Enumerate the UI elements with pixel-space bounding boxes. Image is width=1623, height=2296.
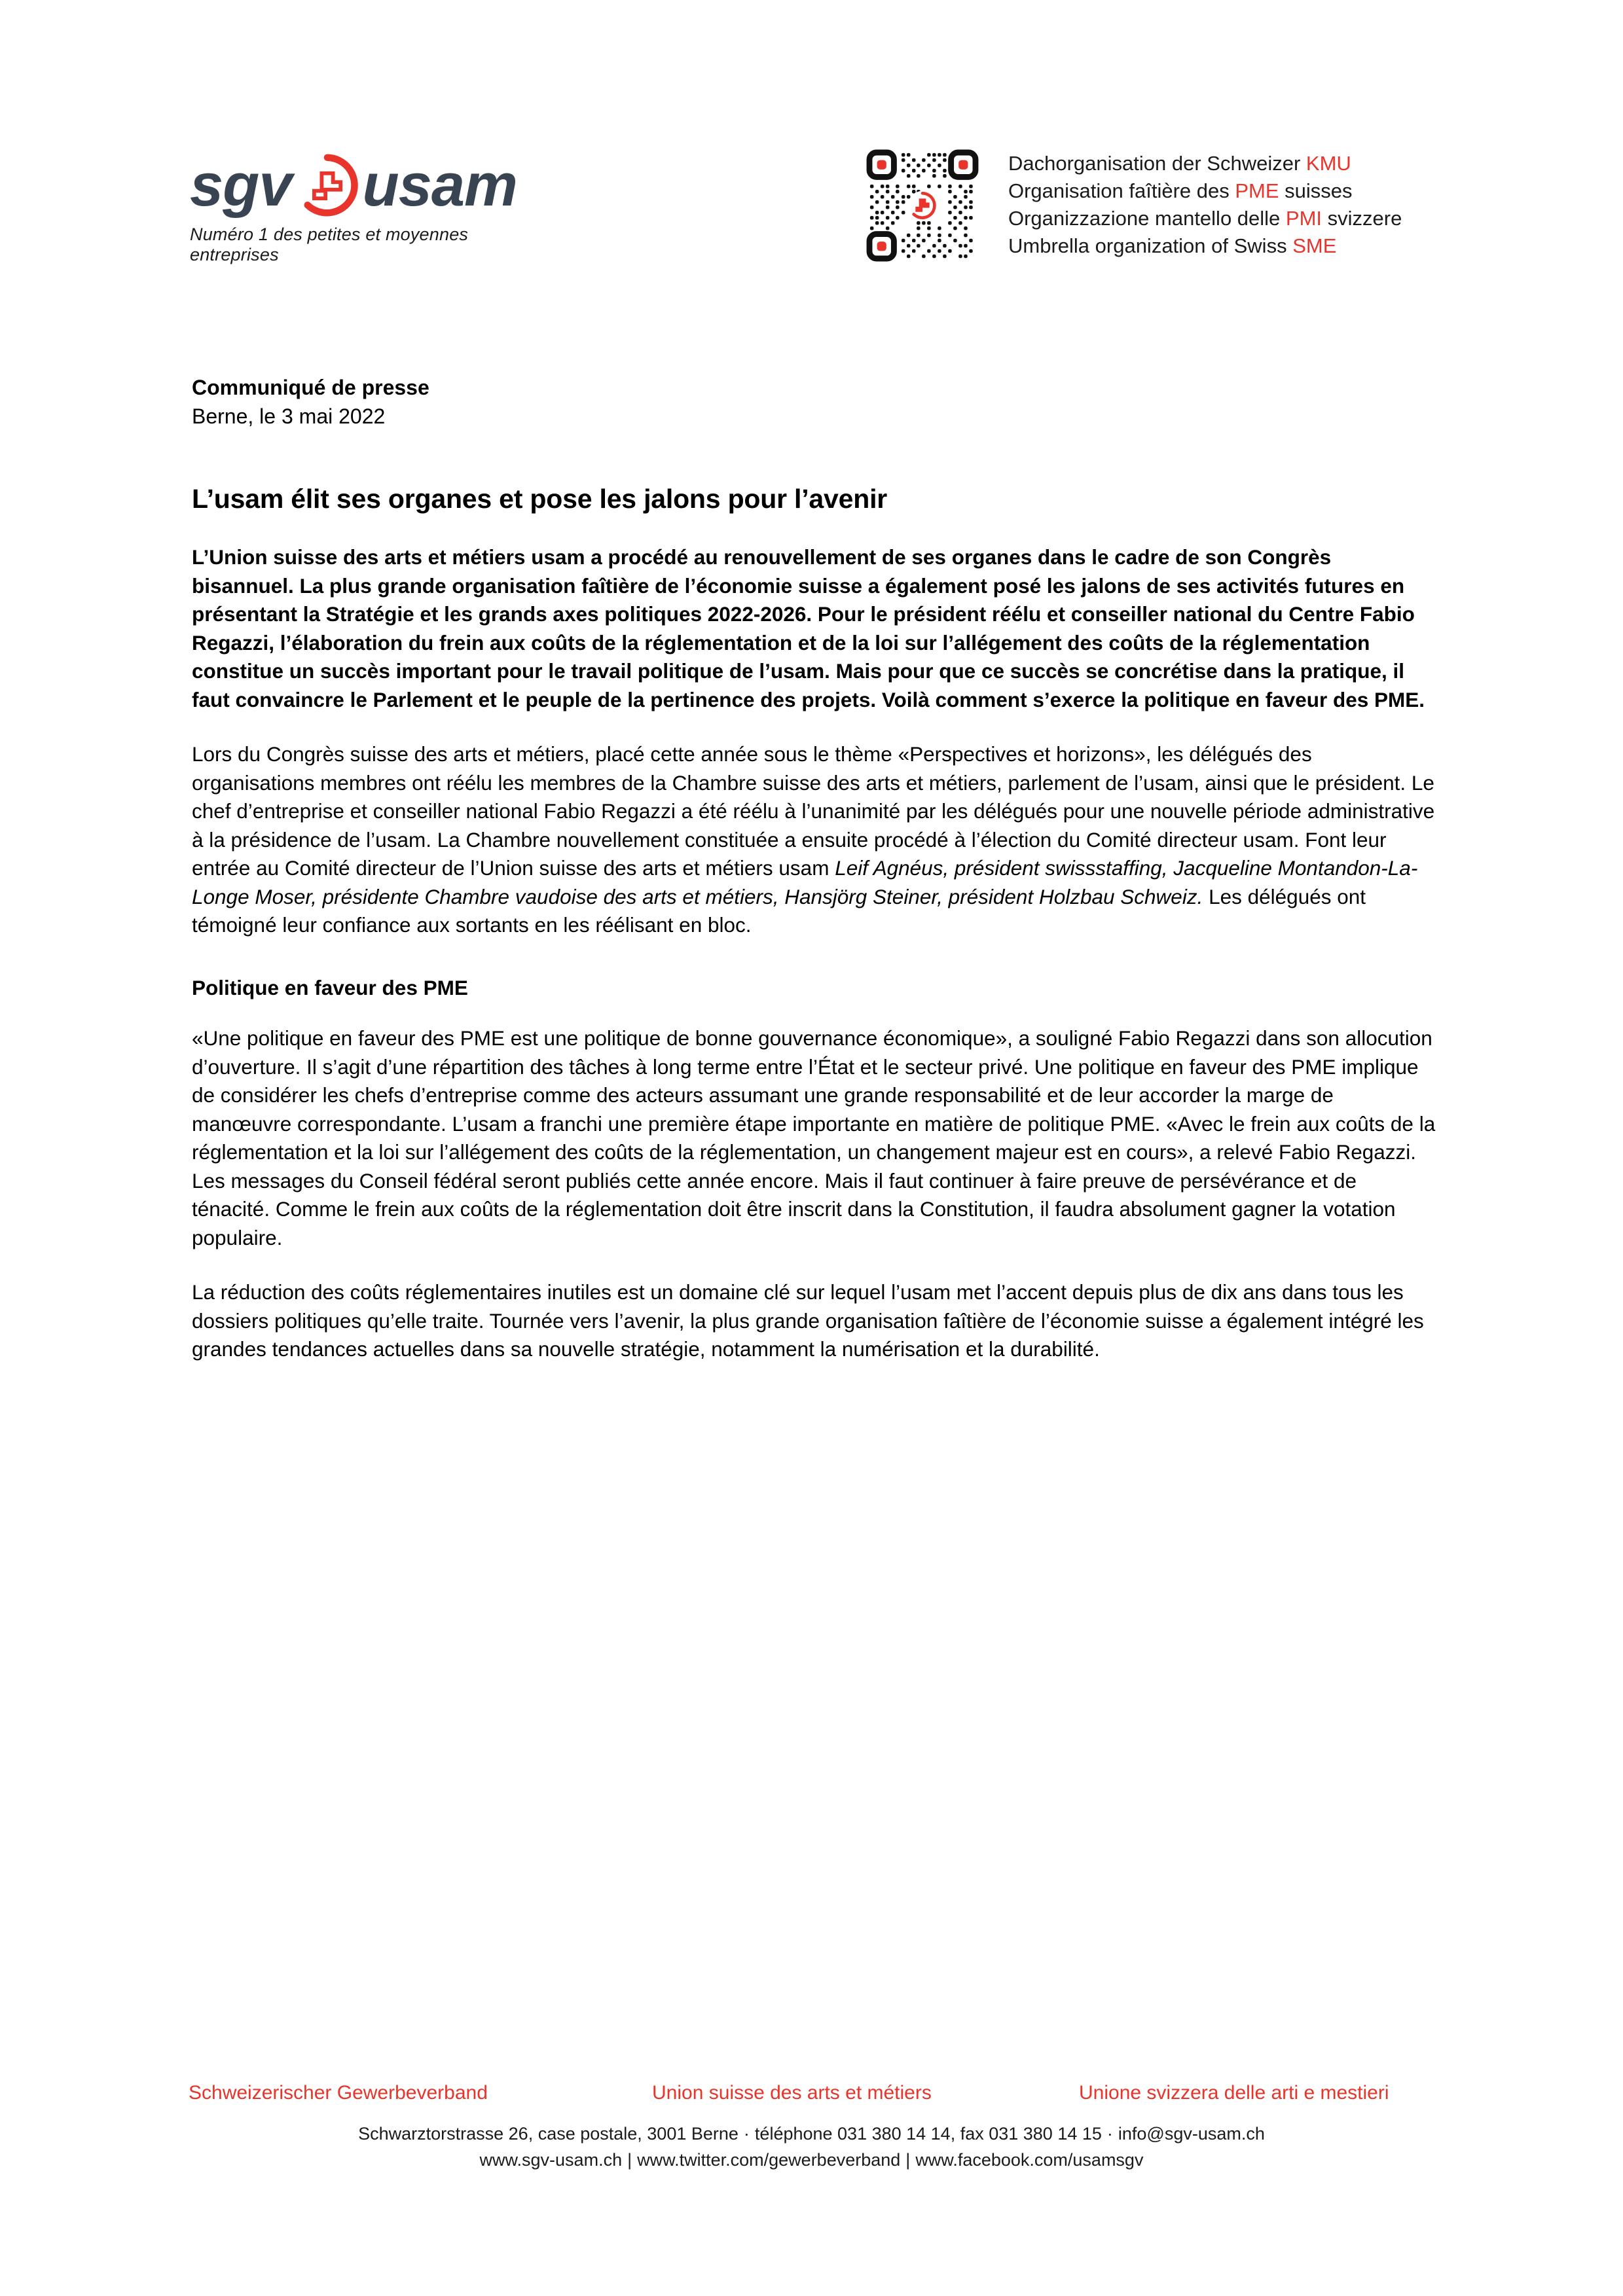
page-title: L’usam élit ses organes et pose les jalons pour l’avenir: [192, 484, 888, 514]
logo-wordmark: [190, 154, 556, 217]
sgv-usam-logo: [190, 154, 556, 265]
lead-paragraph: L’Union suisse des arts et métiers usam a procédé au renouvellement de ses organes dans le cadre de son Congrès bisannuel. La plus grande organisation faîtière de l’économie suisse a également posé les jalons de ses activités futures en présentant la Stratégie et les grands axes politiques 2022-2026. Pour le président réélu et conseiller national du Centre Fabio Regazzi, l’élaboration du frein aux coûts de la réglementation et de la loi sur l’allégement des coûts de la réglementation constitue un succès important pour le travail politique de l’usam. Mais pour que ce succès se concrétise dans la pratique, il faut convaincre le Parlement et le peuple de la pertinence des projets. Voilà comment s’exerce la politique en faveur des PME.: [192, 545, 1425, 711]
paragraph-congress-names: Leif Agnéus, président swissstaffing, Jacqueline Montandon-La-Longe Moser, présidente Chambre vaudoise des arts et métiers, Hansjörg Steiner, président Holzbau Schweiz.: [192, 856, 1418, 908]
claim-line-en: [1008, 232, 1402, 260]
document-dateline: Berne, le 3 mai 2022: [192, 404, 386, 428]
claim-it-text: Organizzazione mantello delle: [1008, 207, 1286, 230]
claim-fr-highlight: PME: [1235, 179, 1279, 202]
paragraph-congress-part2: Les délégués ont témoigné leur confiance aux sortants en les réélisant en bloc.: [192, 884, 1366, 937]
claim-en-highlight: SME: [1292, 234, 1337, 257]
qr-and-claims: [864, 147, 1402, 264]
claim-line-fr: [1008, 177, 1402, 205]
footer-org-fr: Union suisse des arts et métiers: [652, 2082, 932, 2104]
footer-twitter-link[interactable]: www.twitter.com/gewerbeverband: [637, 2150, 901, 2170]
page-header: [0, 147, 1623, 275]
footer-separator-pipe-2: |: [905, 2150, 911, 2170]
logo-text-usam: usam: [362, 152, 517, 219]
document-type-label: Communiqué de presse: [192, 376, 429, 399]
footer-org-it: Unione svizzera delle arti e mestieri: [1079, 2082, 1389, 2104]
footer-contact-line: [0, 2121, 1623, 2147]
footer-phone: téléphone 031 380 14 14, fax 031 380 14 15: [754, 2124, 1102, 2144]
claim-lines: [1008, 147, 1402, 260]
footer-separator-pipe-1: |: [627, 2150, 632, 2170]
logo-text-sgv: sgv: [190, 152, 292, 219]
swiss-cross-logo-icon: [296, 154, 359, 217]
footer-address: Schwarztorstrasse 26, case postale, 3001 Berne: [358, 2124, 739, 2144]
claim-it-tail: svizzere: [1322, 207, 1402, 230]
logo-tagline: Numéro 1 des petites et moyennes entreprises: [190, 224, 469, 264]
claim-de-highlight: KMU: [1305, 152, 1351, 175]
paragraph-regulatory-costs: La réduction des coûts réglementaires inutiles est un domaine clé sur lequel l’usam met l’accent depuis plus de dix ans dans tous les dossiers politiques qu’elle traite. Tournée vers l’avenir, la plus grande organisation faîtière de l’économie suisse a également intégré les grandes tendances actuelles dans sa nouvelle stratégie, notamment la numérisation et la durabilité.: [192, 1280, 1424, 1361]
footer-email[interactable]: info@sgv-usam.ch: [1118, 2124, 1265, 2144]
page-footer: [0, 2080, 1623, 2173]
claim-it-highlight: PMI: [1285, 207, 1322, 230]
claim-de-text: Dachorganisation der Schweizer: [1008, 152, 1306, 175]
claim-fr-text: Organisation faîtière des: [1008, 179, 1235, 202]
footer-separator-dot-1: ·: [743, 2124, 750, 2144]
paragraph-congress: [192, 740, 1438, 940]
document-body: [192, 373, 1438, 1384]
section-heading-pme-policy: Politique en faveur des PME: [192, 975, 468, 999]
claim-line-it: [1008, 205, 1402, 232]
footer-website-link[interactable]: www.sgv-usam.ch: [479, 2150, 623, 2170]
qr-code-icon[interactable]: [864, 147, 981, 264]
footer-separator-dot-2: ·: [1106, 2124, 1113, 2144]
footer-links-line: [0, 2147, 1623, 2173]
paragraph-pme-policy: «Une politique en faveur des PME est une politique de bonne gouvernance économique», a souligné Fabio Regazzi dans son allocution d’ouverture. Il s’agit d’une répartition des tâches à long terme entre l’État et le secteur privé. Une politique en faveur des PME implique de considérer les chefs d’entreprise comme des acteurs assumant une grande responsabilité et de leur accorder la marge de manœuvre correspondante. L’usam a franchi une première étape importante en matière de politique PME. «Avec le frein aux coûts de la réglementation et la loi sur l’allégement des coûts de la réglementation, un changement majeur est en cours», a relevé Fabio Regazzi. Les messages du Conseil fédéral seront publiés cette année encore. Mais il faut continuer à faire preuve de persévérance et de ténacité. Comme le frein aux coûts de la réglementation doit être inscrit dans la Constitution, il faudra absolument gagner la votation populaire.: [192, 1026, 1436, 1249]
footer-organisation-names: [189, 2080, 1434, 2110]
claim-en-text: Umbrella organization of Swiss: [1008, 234, 1293, 257]
footer-facebook-link[interactable]: www.facebook.com/usamsgv: [915, 2150, 1144, 2170]
claim-line-de: [1008, 150, 1402, 177]
footer-org-de: Schweizerischer Gewerbeverband: [189, 2082, 488, 2104]
paragraph-congress-part1: Lors du Congrès suisse des arts et métiers, placé cette année sous le thème «Perspectives et horizons», les délégués des organisations membres ont réélu les membres de la Chambre suisse des arts et métiers, parlement de l’usam, ainsi que le président. Le chef d’entreprise et conseiller national Fabio Regazzi a été réélu à l’unanimité par les délégués pour une nouvelle période administrative à la présidence de l’usam. La Chambre nouvellement constituée a ensuite procédé à l’élection du Comité directeur usam. Font leur entrée au Comité directeur de l’Union suisse des arts et métiers usam: [192, 742, 1435, 880]
claim-fr-tail: suisses: [1279, 179, 1353, 202]
